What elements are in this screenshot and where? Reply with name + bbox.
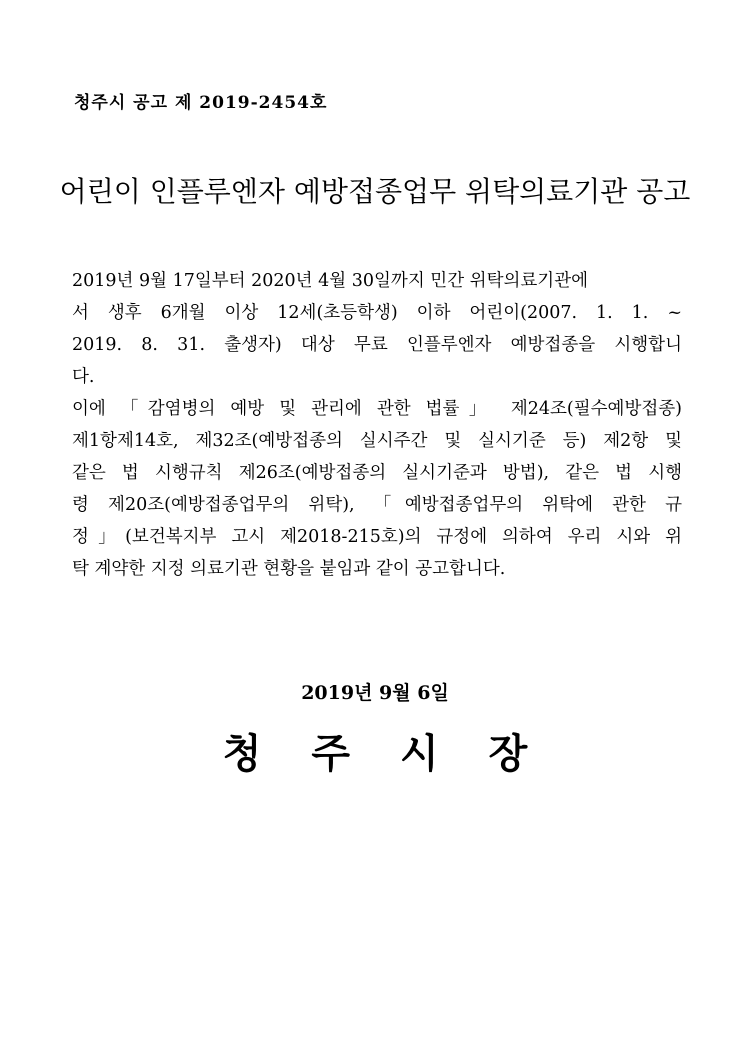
body-line: 이에 「감염병의 예방 및 관리에 관한 법률」 제24조(필수예방접종)	[72, 399, 682, 419]
body-line: 령 제20조(예방접종업무의 위탁), 「예방접종업무의 위탁에 관한 규	[72, 495, 682, 515]
page-title: 어린이 인플루엔자 예방접종업무 위탁의료기관 공고	[59, 175, 691, 208]
body-line: 2019년 9월 17일부터 2020년 4월 30일까지 민간 위탁의료기관에	[72, 271, 589, 291]
notice-body	[72, 265, 682, 585]
body-line: 제1항제14호, 제32조(예방접종의 실시주간 및 실시기준 등) 제2항 및	[72, 431, 682, 451]
body-line: 같은 법 시행규칙 제26조(예방접종의 실시기준과 방법), 같은 법 시행	[72, 463, 682, 483]
body-line: 탁 계약한 지정 의료기관 현황을 붙임과 같이 공고합니다.	[72, 559, 506, 579]
body-line: 서 생후 6개월 이상 12세(초등학생) 이하 어린이(2007. 1. 1. ~	[72, 303, 682, 323]
announcement-date: 2019년 9월 6일	[301, 682, 449, 704]
body-line: 2019. 8. 31. 출생자) 대상 무료 인플루엔자 예방접종을 시행합니	[72, 335, 682, 355]
issuer-signature: 청주시장	[222, 731, 578, 777]
body-line: 다.	[72, 367, 95, 387]
notice-number: 청주시 공고 제 2019-2454호	[74, 93, 328, 113]
body-line: 정」(보건복지부 고시 제2018-215호)의 규정에 의하여 우리 시와 위	[72, 527, 682, 547]
